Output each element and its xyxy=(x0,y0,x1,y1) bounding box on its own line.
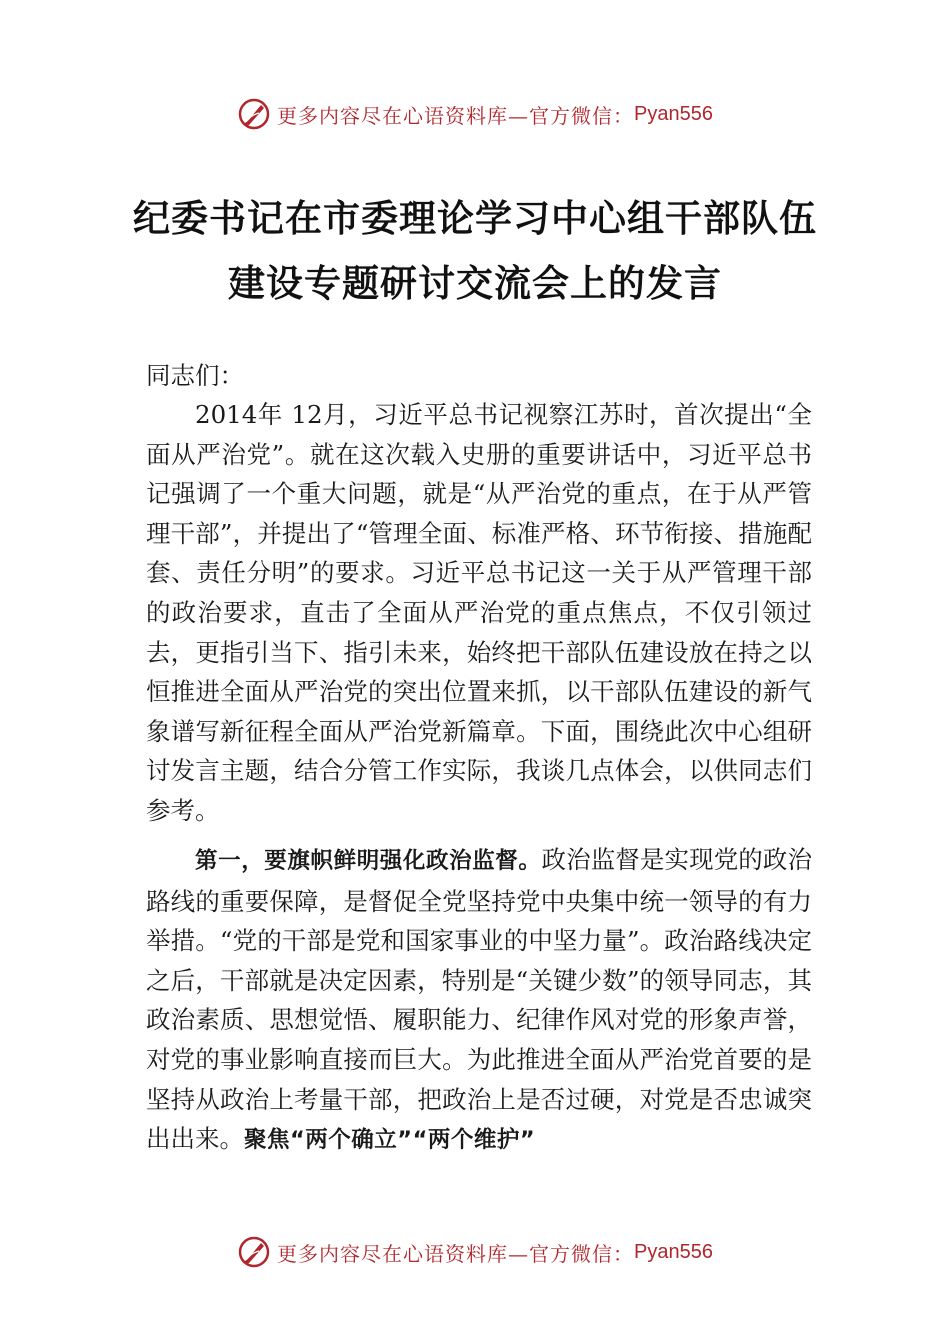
document-title-line-2: 建设专题研讨交流会上的发言 xyxy=(228,261,722,305)
watermark-handle: Pyan556 xyxy=(634,102,713,125)
watermark-text: 更多内容尽在心语资料库—官方微信： xyxy=(277,103,635,128)
document-title-line-1: 纪委书记在市委理论学习中心组干部队伍 xyxy=(133,196,817,240)
paragraph-intro: 2014年 12月，习近平总书记视察江苏时，首次提出“全面从严治党”。就在这次载入史册的重要讲话中，习近平总书记强调了一个重大问题，就是“从严治党的重点，在于从严管理干部”，并提出了“管理全面、标准严格、环节衔接、措施配套、责任分明”的要求。习近平总书记这一关于从严管理干部的政治要求，直击了全面从严治党的重点焦点，不仅引领过去，更指引当下、指引未来，始终把干部队伍建设放在持之以恒推进全面从严治党的突出位置来抓，以干部队伍建设的新气象谱写新征程全面从严治党新篇章。下面，围绕此次中心组研讨发言主题，结合分管工作实际，我谈几点体会，以供同志们参考。 xyxy=(146,400,812,825)
watermark-banner-bottom xyxy=(0,1230,950,1274)
watermark-text: 更多内容尽在心语资料库—官方微信： xyxy=(277,1241,635,1266)
quill-pen-icon xyxy=(237,1235,271,1269)
paragraph-first-point xyxy=(146,840,812,1161)
paragraph-heading: 第一，要旗帜鲜明强化政治监督。 xyxy=(195,848,542,874)
quill-pen-icon xyxy=(237,97,271,131)
watermark-handle: Pyan556 xyxy=(634,1240,713,1263)
watermark-banner-top xyxy=(0,92,950,136)
paragraph-tail-emphasis: 聚焦“两个确立”“两个维护” xyxy=(244,1127,536,1154)
salutation: 同志们： xyxy=(146,361,244,390)
paragraph-body: 政治监督是实现党的政治路线的重要保障，是督促全党坚持党中央集中统一领导的有力举措。“党的干部是党和国家事业的中坚力量”。政治路线决定之后，干部就是决定因素，特别是“关键少数”的领导同志，其政治素质、思想觉悟、履职能力、纪律作风对党的形象声誉，对党的事业影响直接而巨大。为此推进全面从严治党首要的是坚持从政治上考量干部，把政治上是否过硬，对党是否忠诚突出出来。 xyxy=(146,845,812,1154)
